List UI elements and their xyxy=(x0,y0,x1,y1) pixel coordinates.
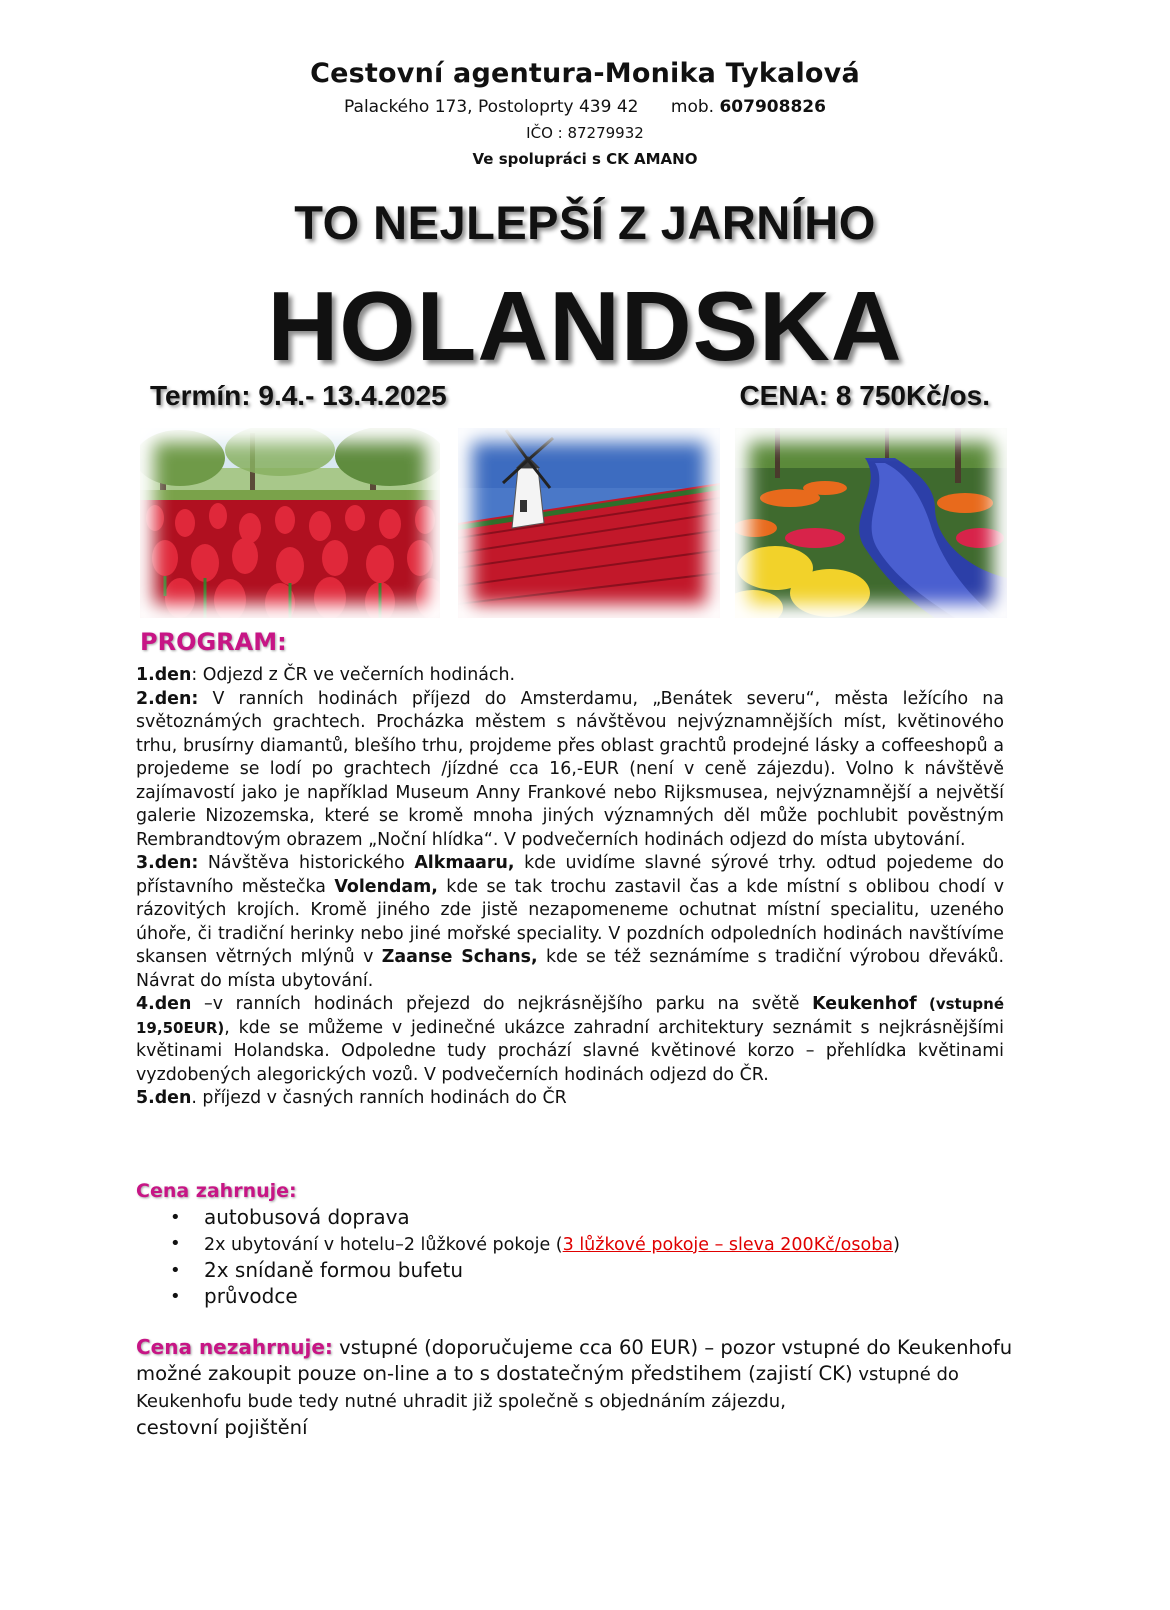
alkmaar-name: Alkmaaru, xyxy=(414,853,515,873)
day-3-label: 3.den: xyxy=(136,853,199,873)
windmill-tulips-photo xyxy=(458,428,720,618)
day-2-text: V ranních hodinách příjezd do Amsterdamu, „Benátek severu“, města ležícího na světoznámých grachtech. Procházka městem s návštěvou nejvýznamnějších míst, květinového trhu, brusírny diamantů, blešího trhu, projdeme přes oblast grachtů prodejné lásky a coffeeshopů a projedeme se lodí po grachtech /jízdné cca 16,-EUR (není v ceně zájezdu). Volno k návštěvě zajímavostí jako je například Museum Anny Frankové nebo Rijksmusea, nejvýznamnější a největší galerie Nizozemska, které se kromě mnoha jiných významných děl může pochlubit pověstným Rembrandtovým obrazem „Noční hlídka“. V podvečerních hodinách odjezd do místa ubytování. xyxy=(136,688,1004,850)
day-3-text: Návštěva historického xyxy=(198,853,415,873)
included-item: • 2x snídaně formou bufetu xyxy=(136,1258,1016,1284)
day-3-text: kde se tak trochu zastavil čas a kde místní s oblibou chodí v rázovitých krojích. Kromě jiného zde jistě nezapomeneme ochutnat místní specialitu, uzeného úhoře, či tradiční herinky nebo jiné mořské speciality. V pozdních odpoledních hodinách navštívíme skansen větrných mlýnů v xyxy=(136,876,1004,967)
day-1-text: : Odjezd z ČR ve večerních hodinách. xyxy=(191,665,515,685)
program-heading: PROGRAM: xyxy=(140,628,287,656)
day-2 xyxy=(136,688,1004,853)
title-line-2: HOLANDSKA xyxy=(267,271,903,381)
day-3-text: kde uvidíme slavné sýrové trhy. odtud pojedeme do přístavního městečka xyxy=(136,853,1004,897)
trip-price: CENA: 8 750Kč/os. xyxy=(739,380,990,411)
excluded-text: vstupné (doporučujeme cca 60 EUR) – pozor vstupné do Keukenhofu možné zakoupit pouze on-line a to s dostatečným předstihem (zajistí CK) xyxy=(136,1336,1013,1385)
day-5 xyxy=(136,1087,1004,1111)
keukenhof-name: Keukenhof xyxy=(812,994,917,1014)
zaanse-schans-name: Zaanse Schans, xyxy=(381,947,538,967)
keukenhof-river-photo xyxy=(735,428,1007,618)
included-item: • průvodce xyxy=(136,1284,1016,1310)
day-3 xyxy=(136,852,1004,993)
day-4-text: , kde se můžeme v jedinečné ukázce zahradní architektury seznámit s nejkrásnějšími květinami Holandska. Odpoledne tudy prochází slavné květinové korzo – přehlídka květinami vyzdobených alegorických vozů. V podvečerních hodinách odjezd do ČR. xyxy=(136,1017,1004,1085)
tulip-field-photo xyxy=(140,428,440,618)
triple-room-discount-link[interactable]: 3 lůžkové pokoje – sleva 200Kč/osoba xyxy=(562,1234,894,1255)
day-2-label: 2.den: xyxy=(136,688,199,709)
agency-name: Cestovní agentura-Monika Tykalová xyxy=(310,58,860,89)
day-1-label: 1.den xyxy=(136,665,192,685)
agency-ico: IČO : 87279932 xyxy=(526,124,644,142)
keukenhof-fee: (vstupné 19,50EUR) xyxy=(136,995,1004,1037)
day-4-label: 4.den xyxy=(136,994,192,1014)
program-text xyxy=(136,664,1004,1111)
volendam-name: Volendam, xyxy=(334,876,438,897)
included-item-text: ) xyxy=(893,1234,900,1255)
tulip-field-image xyxy=(140,428,440,618)
trip-term: Termín: 9.4.- 13.4.2025 xyxy=(150,380,447,411)
mobile-label: mob. xyxy=(670,97,715,117)
included-item-text: 2x ubytování v hotelu–2 lůžkové pokoje ( xyxy=(204,1234,563,1255)
included-list xyxy=(136,1205,1016,1309)
day-3-text: kde se též seznámíme s tradiční výrobou dřeváků. Návrat do místa ubytování. xyxy=(136,947,1005,991)
day-4 xyxy=(136,993,1004,1087)
title-line-1: TO NEJLEPŠÍ Z JARNÍHO xyxy=(294,196,876,249)
included-item: • autobusová doprava xyxy=(136,1205,1016,1231)
included-heading: Cena zahrnuje: xyxy=(136,1180,297,1202)
keukenhof-image xyxy=(735,428,1007,618)
agency-address-line xyxy=(0,97,1170,117)
excluded-heading: Cena nezahrnuje: xyxy=(136,1335,333,1359)
windmill-image xyxy=(458,428,720,618)
excluded-section xyxy=(136,1334,1016,1441)
agency-address: Palackého 173, Postoloprty 439 42 xyxy=(344,97,639,117)
mobile-number: 607908826 xyxy=(719,97,826,117)
day-1 xyxy=(136,664,1004,688)
agency-cooperation: Ve spolupráci s CK AMANO xyxy=(472,150,698,168)
day-5-text: . příjezd v časných ranních hodinách do ČR xyxy=(191,1088,567,1108)
excluded-text: vstupné do Keukenhofu bude tedy nutné uhradit již společně s objednáním zájezdu, xyxy=(136,1364,959,1412)
day-5-label: 5.den xyxy=(136,1088,192,1108)
excluded-text: cestovní pojištění xyxy=(136,1416,308,1439)
included-item xyxy=(136,1231,1016,1259)
day-4-text: –v ranních hodinách přejezd do nejkrásnějšího parku na světě xyxy=(191,994,813,1014)
